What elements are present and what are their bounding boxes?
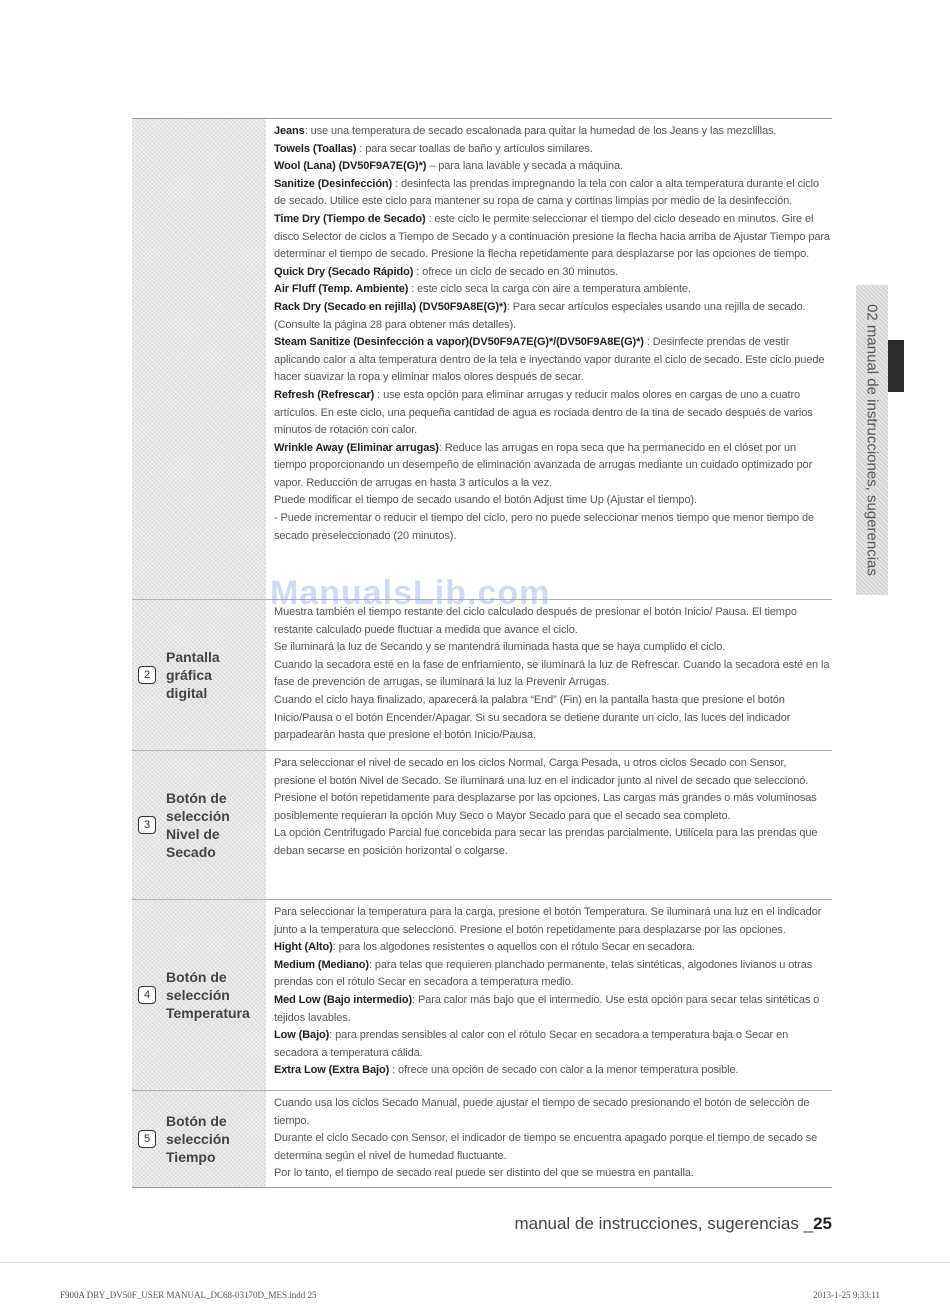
row-label-cell (132, 119, 266, 599)
option-term: Hight (Alto) (274, 941, 333, 954)
instruction-table (132, 118, 832, 1188)
description-paragraph (274, 957, 830, 992)
row-title: Botón de selección Nivel de Secado (166, 790, 230, 860)
option-term: Med Low (Bajo intermedio) (274, 993, 413, 1006)
row-description (266, 600, 832, 750)
table-row (132, 900, 832, 1091)
option-text: Cuando la secadora esté en la fase de enfriamiento, se iluminará la luz de Refrescar. Cuando la secadora esté en la fase de prevención de arrugas, se iluminará la luz la Prevenir Arrugas. (274, 658, 830, 689)
option-term: Steam Sanitize (Desinfección a vapor)(DV50F9A7E(G)*/(DV50F9A8E(G)*) (274, 336, 644, 349)
row-description (266, 751, 832, 899)
description-paragraph (274, 1165, 830, 1183)
footer-divider (0, 1262, 950, 1263)
row-label-cell (132, 600, 266, 750)
description-paragraph (274, 825, 830, 860)
row-title: Botón de selección Temperatura (166, 969, 250, 1021)
option-text: Para seleccionar la temperatura para la carga, presione el botón Temperatura. Se iluminará una luz en el indicador junto a la temperatura que seleccionó. Presione el botón repetidamente para desplazarse por las opciones. (274, 906, 822, 936)
option-term: Time Dry (Tiempo de Secado) (274, 212, 426, 225)
print-file-info: F900A DRY_DV50F_USER MANUAL_DC68-03170D_MES.indd 25 (60, 1290, 317, 1300)
option-text: Puede modificar el tiempo de secado usando el botón Adjust time Up (Ajustar el tiempo). (274, 494, 697, 507)
option-text: – para lana lavable y secada a máquina. (426, 160, 623, 173)
chapter-side-tab-label: 02 manual de instrucciones, sugerencias (863, 304, 881, 576)
description-paragraph (274, 639, 830, 657)
description-paragraph (274, 141, 830, 159)
description-paragraph (274, 939, 830, 957)
print-timestamp: 2013-1-25 9:33:11 (813, 1290, 880, 1300)
row-label-cell (132, 751, 266, 899)
chapter-marker (888, 340, 904, 392)
row-label-cell (132, 900, 266, 1090)
option-text: La opción Centrifugado Parcial fue concebida para secar las prendas parcialmente. Utilícela para las prendas que deban secarse en posición horizontal o colgarse. (274, 827, 818, 857)
description-paragraph (274, 657, 830, 692)
option-term: Air Fluff (Temp. Ambiente) (274, 283, 409, 296)
description-paragraph (274, 299, 830, 334)
option-text: Presione el botón repetidamente para desplazarse por las opciones. Las cargas más grandes o más voluminosas posiblemente requieran la opción Muy Seco o Mayor Secado para que el secado sea completo. (274, 792, 817, 822)
description-paragraph (274, 334, 830, 387)
description-paragraph (274, 123, 830, 141)
option-term: Extra Low (Extra Bajo) (274, 1064, 390, 1077)
description-paragraph (274, 176, 830, 211)
option-text: : use una temperatura de secado escalonada para quitar la humedad de los Jeans y las mezclillas. (304, 125, 777, 137)
description-paragraph (274, 1027, 830, 1062)
row-description (266, 900, 832, 1090)
option-text: : para los algodones resistentes o aquellos con el rótulo Secar en secadora. (332, 941, 696, 954)
row-title: Botón de selección Tiempo (166, 1113, 230, 1165)
option-text: Por lo tanto, el tiempo de secado real puede ser distinto del que se muestra en pantalla. (274, 1167, 694, 1180)
option-text: : Para calor más bajo que el intermedio. Use esta opción para secar telas sintéticas o tejidos lavables. (274, 993, 820, 1024)
table-row (132, 119, 832, 600)
option-term: Rack Dry (Secado en rejilla) (DV50F9A8E(G)*) (274, 300, 507, 313)
option-text: : Desinfecte prendas de vestir aplicando calor a alta temperatura dentro de la tela e inyectando vapor durante el ciclo de secado. Este ciclo puede hacer suavizar la ropa y eliminar malos olores después de secar. (274, 336, 825, 384)
row-number-badge: 4 (138, 986, 156, 1004)
option-text: : para secar toallas de baño y artículos similares. (356, 142, 593, 155)
description-paragraph (274, 692, 830, 745)
option-text: : para prendas sensibles al calor con el rótulo Secar en secadora a temperatura baja o Secar en secadora a temperatura cálida. (274, 1029, 789, 1059)
option-text: : Para secar artículos especiales usando una rejilla de secado. (Consulte la página 28 para obtener más detalles). (274, 300, 806, 331)
description-paragraph (274, 158, 830, 176)
row-number-badge: 2 (138, 666, 156, 684)
option-term: Quick Dry (Secado Rápido) (274, 265, 414, 278)
description-paragraph (274, 1130, 830, 1165)
option-text: - Puede incrementar o reducir el tiempo del ciclo, pero no puede seleccionar menos tiempo que menor tiempo de secado preseleccionado (20 minutos). (274, 512, 815, 542)
option-text: Cuando el ciclo haya finalizado, aparecerá la palabra “End” (Fin) en la pantalla hasta que presione el botón Inicio/Pausa o el botón Encender/Apagar. Si su secadora se detiene durante un ciclo, las luces del indicador parpadearán hasta que presione el botón Inicio/Pausa. (274, 693, 791, 742)
description-paragraph (274, 387, 830, 440)
option-term: Jeans (274, 125, 305, 137)
option-text: : desinfecta las prendas impregnando la tela con calor a alta temperatura durante el ciclo de secado. Utilice este ciclo para mantener su ropa de cama y cortinas limpias por medio de la desinfección. (274, 177, 820, 208)
option-term: Sanitize (Desinfección) (274, 177, 393, 190)
option-text: : ofrece una opción de secado con calor a la menor temperatura posible. (389, 1064, 739, 1077)
option-text: Cuando usa los ciclos Secado Manual, puede ajustar el tiempo de secado presionando el botón de selección de tiempo. (274, 1097, 810, 1127)
description-paragraph (274, 264, 830, 282)
watermark: ManualsLib.com (270, 574, 551, 612)
description-paragraph (274, 510, 830, 545)
description-paragraph (274, 992, 830, 1027)
table-row (132, 751, 832, 900)
option-text: Para seleccionar el nivel de secado en los ciclos Normal, Carga Pesada, u otros ciclos Secado con Sensor, presione el botón Nivel de Secado. Se iluminará una luz en el indicador junto al nivel de secado que seleccionó. (274, 757, 809, 787)
option-term: Towels (Toallas) (274, 142, 357, 155)
row-description (266, 1091, 832, 1187)
row-description (266, 119, 832, 599)
table-row (132, 600, 832, 751)
option-text: Durante el ciclo Secado con Sensor, el indicador de tiempo se encuentra apagado porque el tiempo de secado se determina según el nivel de humedad fluctuante. (274, 1132, 818, 1162)
description-paragraph (274, 904, 830, 939)
option-term: Low (Bajo) (274, 1029, 330, 1042)
page-number: 25 (813, 1214, 832, 1233)
option-term: Wrinkle Away (Eliminar arrugas) (274, 441, 439, 454)
option-text: : este ciclo seca la carga con aire a temperatura ambiente. (408, 283, 691, 296)
description-paragraph (274, 1095, 830, 1130)
option-text: : para telas que requieren planchado permanente, telas sintéticas, algodones livianos u otras prendas con el rótulo Secar en secadora a temperatura medio. (274, 958, 813, 989)
description-paragraph (274, 790, 830, 825)
option-term: Refresh (Refrescar) (274, 388, 375, 401)
description-paragraph (274, 281, 830, 299)
option-text: : Reduce las arrugas en ropa seca que ha permanecido en el clóset por un tiempo proporcionando un desempeño de eliminación avanzada de arrugas mediante un cuidado optimizado por vapor. Reducción de arrugas en hasta 3 artículos a la vez. (274, 441, 813, 489)
row-number-badge: 3 (138, 816, 156, 834)
description-paragraph (274, 211, 830, 264)
option-text: Se iluminará la luz de Secando y se mantendrá iluminada hasta que se haya cumplido el ciclo. (274, 641, 726, 654)
option-text: : ofrece un ciclo de secado en 30 minutos. (413, 265, 619, 278)
option-term: Wool (Lana) (DV50F9A7E(G)*) (274, 160, 427, 173)
row-title: Pantalla gráfica digital (166, 649, 220, 701)
option-text: : use esta opción para eliminar arrugas y reducir malos olores en cargas de uno a cuatro artículos. En este ciclo, una pequeña cantidad de agua es rociada dentro de la tina de secado después de varios minutos de rotación con calor. (274, 388, 813, 437)
option-text: : este ciclo le permite seleccionar el tiempo del ciclo deseado en minutos. Gire el disco Selector de ciclos a Tiempo de Secado y a continuación presione la flecha hacia arriba de Ajustar Tiempo para determinar el tiempo de secado. Presione la flecha repetidamente para desplazarse por las opciones de tiempo. (274, 212, 830, 261)
page-footer-title: manual de instrucciones, sugerencias _25 (514, 1214, 832, 1233)
description-paragraph (274, 492, 830, 510)
option-term: Medium (Mediano) (274, 958, 369, 971)
option-text: Muestra también el tiempo restante del ciclo calculado después de presionar el botón Inicio/ Pausa. El tiempo restante calculado puede fluctuar a medida que avance el ciclo. (274, 606, 797, 636)
description-paragraph (274, 440, 830, 493)
description-paragraph (274, 1062, 830, 1080)
row-label-cell (132, 1091, 266, 1187)
table-row (132, 1091, 832, 1187)
description-paragraph (274, 755, 830, 790)
row-number-badge: 5 (138, 1130, 156, 1148)
